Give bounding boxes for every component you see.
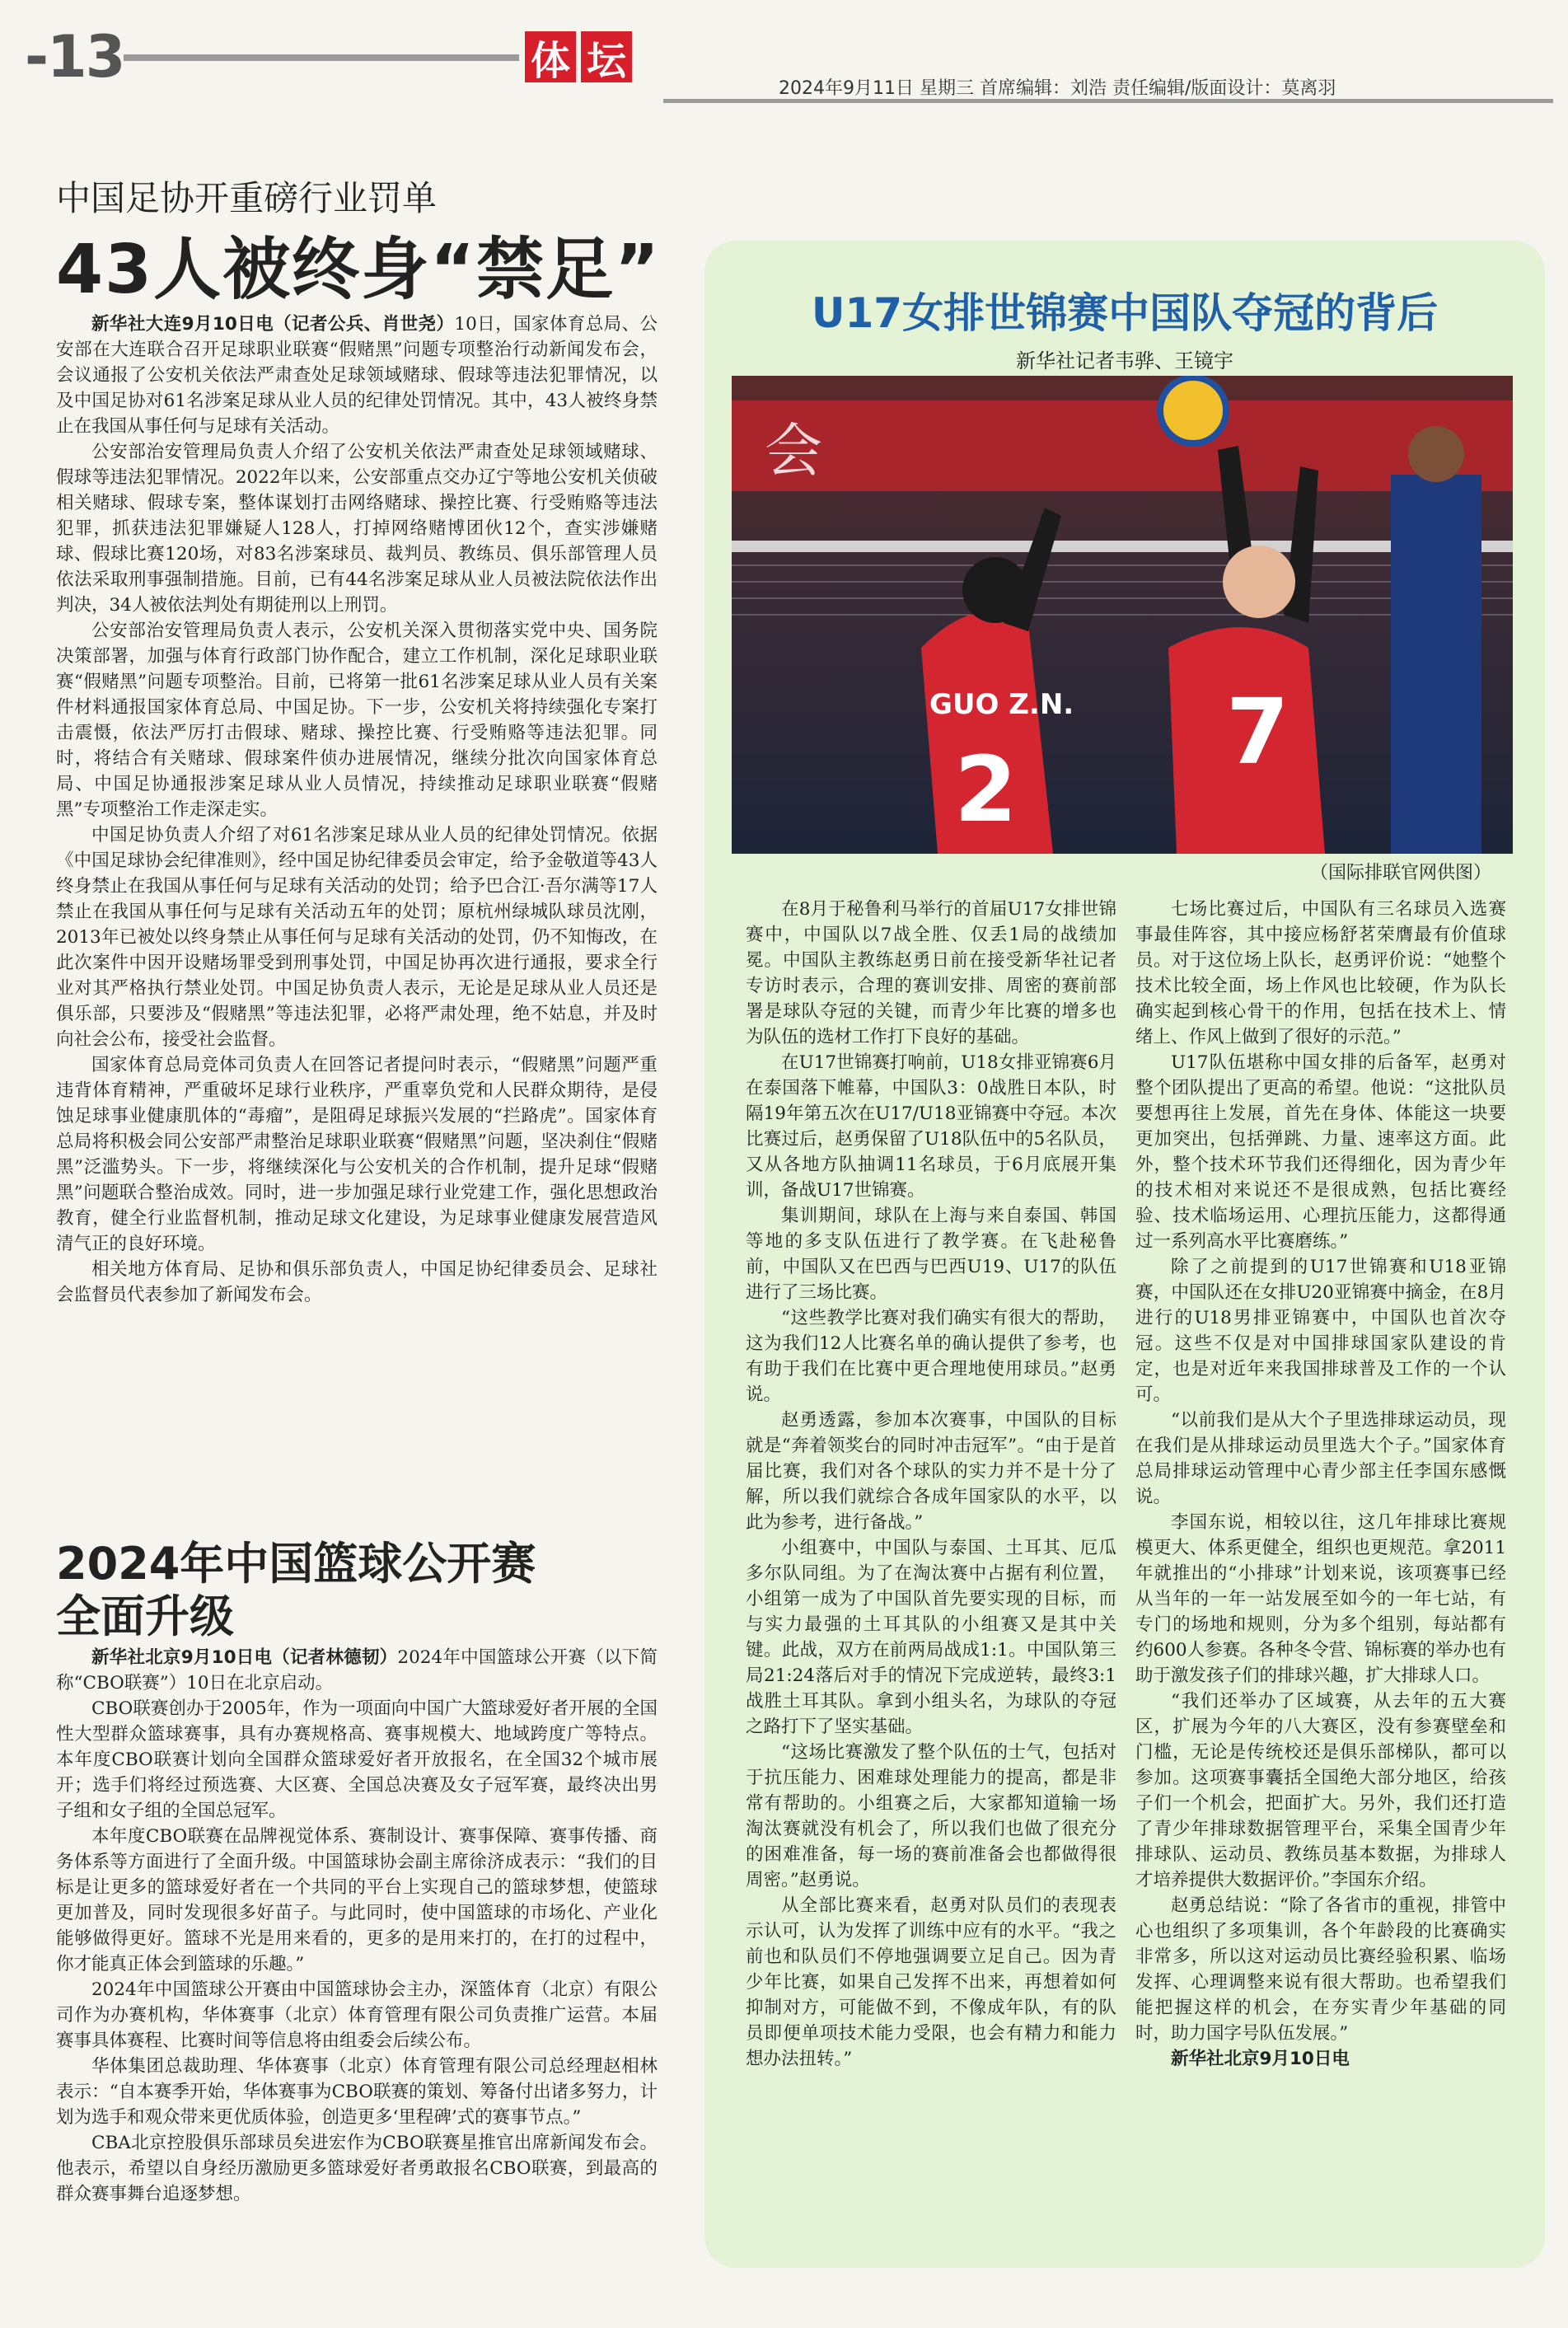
article-paragraph: 从全部比赛来看，赵勇对队员们的表现表示认可，认为发挥了训练中应有的水平。“我之前也和队员们不停地强调要立足自己。因为青少年比赛，如果自己发挥不出来，再想着如何抑制对方，可能做不到，不像成年队，有的队员即便单项技术能力受限，也会有精力和能力想办法扭转。” (746, 1895, 1116, 2069)
article-body (56, 311, 658, 1308)
article-paragraph: 新华社北京9月10日电（记者林德韧）2024年中国篮球公开赛（以下简称“CBO联赛”）10日在北京启动。 (56, 1647, 658, 1693)
article-kicker: 中国足协开重磅行业罚单 (56, 178, 438, 218)
article-paragraph: “以前我们是从大个子里选排球运动员，现在我们是从排球运动员里选大个子。”国家体育总局排球运动管理中心青少部主任李国东感慨说。 (1135, 1410, 1506, 1507)
article-paragraph: 中国足协负责人介绍了对61名涉案足球从业人员的纪律处罚情况。依据《中国足球协会纪律准则》，经中国足协纪律委员会审定，给予金敬道等43人终身禁止在我国从事任何与足球有关活动的处罚；给予巴合江·吾尔满等17人禁止在我国从事任何与足球有关活动五年的处罚；原杭州绿城队球员沈刚，2013年已被处以终身禁止从事任何与足球有关活动的处罚，仍不知悔改，在此次案件中因开设赌场罪受到刑事处罚，中国足协再次进行通报，要求全行业对其严格执行禁业处罚。中国足协负责人表示，无论是足球从业人员还是俱乐部，只要涉及“假赌黑”等违法犯罪，必将严肃处理，绝不姑息，并及时向社会公布，接受社会监督。 (56, 825, 658, 1050)
article-paragraph: CBO联赛创办于2005年，作为一项面向中国广大篮球爱好者开展的全国性大型群众篮球赛事，具有办赛规格高、赛事规模大、地域跨度广等特点。本年度CBO联赛计划向全国群众篮球爱好者开放报名，在全国32个城市展开；选手们将经过预选赛、大区赛、全国总决赛及女子冠军赛，最终决出男子组和女子组的全国总冠军。 (56, 1698, 658, 1821)
volleyball-photo-illustration (732, 376, 1513, 854)
section-tag-char-2: 坛 (581, 31, 632, 82)
basketball-headline-line2: 全面升级 (56, 1590, 234, 1642)
article-paragraph: 公安部治安管理局负责人介绍了公安机关依法严肃查处足球领域赌球、假球等违法犯罪情况。2022年以来，公安部重点交办辽宁等地公安机关侦破相关赌球、假球专案，整体谋划打击网络赌球、操控比赛、行受贿赂等违法犯罪，抓获违法犯罪嫌疑人128人，打掉网络赌博团伙12个，查实涉嫌赌球、假球比赛120场，对83名涉案球员、裁判员、教练员、俱乐部管理人员依法采取刑事强制措施。目前，已有44名涉案足球从业人员被法院依法作出判决，34人被依法判处有期徒刑以上刑罚。 (56, 442, 658, 616)
basketball-dateline: 新华社北京9月10日电（记者林德韧） (91, 1647, 398, 1668)
banner-text: 会 (765, 417, 822, 485)
jersey-name: GUO Z.N. (929, 688, 1074, 721)
article-paragraph: 2024年中国篮球公开赛由中国篮球协会主办，深篮体育（北京）有限公司作为办赛机构，华体赛事（北京）体育管理有限公司负责推广运营。本届赛事具体赛程、比赛时间等信息将由组委会后续公布。 (56, 1979, 658, 2051)
page-number: -13 (25, 23, 124, 91)
photo-credit: （国际排联官网供图） (1310, 863, 1492, 883)
section-tag (525, 31, 632, 82)
article-paragraph: “我们还举办了区域赛，从去年的五大赛区，扩展为今年的八大赛区，没有参赛壁垒和门槛，无论是传统校还是俱乐部梯队，都可以参加。这项赛事囊括全国绝大部分地区，给孩子们一个机会，把面扩大。另外，我们还打造了青少年排球数据管理平台，采集全国青少年排球队、运动员、教练员基本数据，为排球人才培养提供大数据评价。”李国东介绍。 (1135, 1691, 1506, 1890)
article-paragraph: 除了之前提到的U17世锦赛和U18亚锦赛，中国队还在女排U20亚锦赛中摘金，在8月进行的U18男排亚锦赛中，中国队也首次夺冠。这些不仅是对中国排球国家队建设的肯定，也是对近年来我国排球普及工作的一个认可。 (1135, 1257, 1506, 1405)
article-paragraph: 华体集团总裁助理、华体赛事（北京）体育管理有限公司总经理赵相林表示：“自本赛季开始，华体赛事为CBO联赛的策划、筹备付出诸多努力，计划为选手和观众带来更优质体验，创造更多‘里程碑’式的赛事节点。” (56, 2056, 658, 2128)
article-paragraph: 在8月于秘鲁利马举行的首届U17女排世锦赛中，中国队以7战全胜、仅丢1局的战绩加冕。中国队主教练赵勇日前在接受新华社记者专访时表示，合理的赛训安排、周密的赛前部署是球队夺冠的关键，而青少年比赛的增多也为队伍的选材工作打下良好的基础。 (746, 899, 1116, 1047)
feature-column-1 (746, 897, 1116, 2072)
jersey-number-right: 7 (1226, 679, 1290, 785)
article-paragraph: 在U17世锦赛打响前，U18女排亚锦赛6月在泰国落下帷幕，中国队3：0战胜日本队，时隔19年第五次在U17/U18亚锦赛中夺冠。本次比赛过后，赵勇保留了U18队伍中的5名队员，又从各地方队抽调11名球员，于6月底展开集训，备战U17世锦赛。 (746, 1052, 1116, 1201)
issue-info: 2024年9月11日 星期三 首席编辑：刘浩 责任编辑/版面设计：莫离羽 (779, 78, 1336, 99)
jersey-number-left: 2 (954, 737, 1018, 842)
article-paragraph: 赵勇总结说：“除了各省市的重视，排管中心也组织了多项集训，各个年龄段的比赛确实非常多，所以这对运动员比赛经验积累、临场发挥、心理调整来说有很大帮助。也希望我们能把握这样的机会，在夯实青少年基础的同时，助力国字号队伍发展。” (1135, 1895, 1506, 2044)
article-paragraph: 赵勇透露，参加本次赛事，中国队的目标就是“奔着领奖台的同时冲击冠军”。“由于是首届比赛，我们对各个球队的实力并不是十分了解，所以我们就综合各成年国家队的水平，以此为参考，进行备战。” (746, 1410, 1116, 1533)
feature-column-2 (1135, 897, 1506, 2072)
article-paragraph: U17队伍堪称中国女排的后备军，赵勇对整个团队提出了更高的希望。他说：“这批队员要想再往上发展，首先在身体、体能这一块要更加突出，包括弹跳、力量、速率这方面。此外，整个技术环节我们还得细化，因为青少年的技术相对来说还不是很成熟，包括比赛经验、技术临场运用、心理抗压能力，这都得通过一系列高水平比赛磨练。” (1135, 1052, 1506, 1252)
basketball-headline (56, 1538, 666, 1643)
basketball-headline-line1: 2024年中国篮球公开赛 (56, 1538, 536, 1590)
article-paragraph: 公安部治安管理局负责人表示，公安机关深入贯彻落实党中央、国务院决策部署，加强与体育行政部门协作配合，建立工作机制，深化足球职业联赛“假赌黑”问题专项整治。目前，已将第一批61名涉案足球从业人员有关案件材料通报国家体育总局、中国足协。下一步，公安机关将持续强化专案打击震慑，依法严厉打击假球、赌球、操控比赛、行受贿赂等违法犯罪。同时，将结合有关赌球、假球案件侦办进展情况，继续分批次向国家体育总局、中国足协通报涉案足球从业人员情况，持续推动足球职业联赛“假赌黑”专项整治工作走深走实。 (56, 621, 658, 820)
article-paragraph: “这些教学比赛对我们确实有很大的帮助，这为我们12人比赛名单的确认提供了参考，也有助于我们在比赛中更合理地使用球员。”赵勇说。 (746, 1308, 1116, 1405)
article-paragraph: CBA北京控股俱乐部球员矣进宏作为CBO联赛星推官出席新闻发布会。他表示，希望以自身经历激励更多篮球爱好者勇敢报名CBO联赛，到最高的群众赛事舞台追逐梦想。 (56, 2133, 658, 2204)
article-paragraph: 新华社大连9月10日电（记者公兵、肖世尧）10日，国家体育总局、公安部在大连联合召开足球职业联赛“假赌黑”问题专项整治行动新闻发布会，会议通报了公安机关依法严肃查处足球领域赌球、假球等违法犯罪情况，以及中国足协对61名涉案足球从业人员的纪律处罚情况。其中，43人被终身禁止在我国从事任何与足球有关活动。 (56, 314, 658, 437)
article-paragraph: 集训期间，球队在上海与来自泰国、韩国等地的多支队伍进行了教学赛。在飞赴秘鲁前，中国队又在巴西与巴西U19、U17的队伍进行了三场比赛。 (746, 1206, 1116, 1303)
article-dateline: 新华社大连9月10日电（记者公兵、肖世尧） (91, 314, 455, 335)
basketball-body (56, 1645, 658, 2207)
volleyball-icon (1160, 377, 1226, 443)
feature-byline: 新华社记者韦骅、王镜宇 (1016, 349, 1233, 372)
article-paragraph: 七场比赛过后，中国队有三名球员入选赛事最佳阵容，其中接应杨舒茗荣膺最有价值球员。对于这位场上队长，赵勇评价说：“她整个技术比较全面，场上作风也比较硬，作为队长确实起到核心骨干的作用，包括在技术上、情绪上、作风上做到了很好的示范。” (1135, 899, 1506, 1047)
header-rule (124, 54, 519, 61)
article-paragraph: 相关地方体育局、足协和俱乐部负责人，中国足协纪律委员会、足球社会监督员代表参加了新闻发布会。 (56, 1259, 658, 1305)
article-paragraph: 本年度CBO联赛在品牌视觉体系、赛制设计、赛事保障、赛事传播、商务体系等方面进行了全面升级。中国篮球协会副主席徐济成表示：“我们的目标是让更多的篮球爱好者在一个共同的平台上实现自己的篮球梦想，使篮球更加普及，同时发现很多好苗子。与此同时，使中国篮球的市场化、产业化能够做得更好。篮球不光是用来看的，更多的是用来打的，在打的过程中，你才能真正体会到篮球的乐趣。” (56, 1826, 658, 1974)
article-headline: 43人被终身“禁足” (56, 231, 661, 309)
referee (1391, 475, 1481, 854)
header-rule-right (663, 99, 1553, 103)
article-paragraph: 李国东说，相较以往，这几年排球比赛规模更大、体系更健全，组织也更规范。拿2011年就推出的“小排球”计划来说，该项赛事已经从当年的一年一站发展至如今的一年七站，有专门的场地和规则，分为多个组别，每站都有约600人参赛。各种冬令营、锦标赛的举办也有助于激发孩子们的排球兴趣，扩大排球人口。 (1135, 1512, 1506, 1686)
article-paragraph: 小组赛中，中国队与泰国、土耳其、厄瓜多尔队同组。为了在淘汰赛中占据有利位置，小组第一成为了中国队首先要实现的目标，而与实力最强的土耳其队的小组赛又是其中关键。此战，双方在前两局战成1:1。中国队第三局21:24落后对手的情况下完成逆转，最终3:1战胜土耳其队。拿到小组头名，为球队的夺冠之路打下了坚实基础。 (746, 1538, 1116, 1737)
article-signoff: 新华社北京9月10日电 (1171, 2049, 1350, 2069)
volleyball-photo (732, 376, 1513, 854)
newspaper-logo (1401, 69, 1508, 97)
section-tag-char-1: 体 (525, 31, 576, 82)
article-paragraph: 国家体育总局竞体司负责人在回答记者提问时表示，“假赌黑”问题严重违背体育精神，严重破坏足球行业秩序，严重辜负党和人民群众期待，是侵蚀足球事业健康肌体的“毒瘤”，是阻碍足球振兴发展的“拦路虎”。国家体育总局将积极会同公安部严肃整治足球职业联赛“假赌黑”问题，坚决刹住“假赌黑”泛滥势头。下一步，将继续深化与公安机关的合作机制，提升足球“假赌黑”问题联合整治成效。同时，进一步加强足球行业党建工作，强化思想政治教育，健全行业监督机制，推动足球文化建设，为足球事业健康发展营造风清气正的良好环境。 (56, 1055, 658, 1254)
feature-title: U17女排世锦赛中国队夺冠的背后 (811, 289, 1439, 337)
article-paragraph: “这场比赛激发了整个队伍的士气，包括对于抗压能力、困难球处理能力的提高，都是非常有帮助的。小组赛之后，大家都知道输一场淘汰赛就没有机会了，所以我们也做了很充分的困难准备，每一场的赛前准备会也都做得很周密。”赵勇说。 (746, 1742, 1116, 1890)
